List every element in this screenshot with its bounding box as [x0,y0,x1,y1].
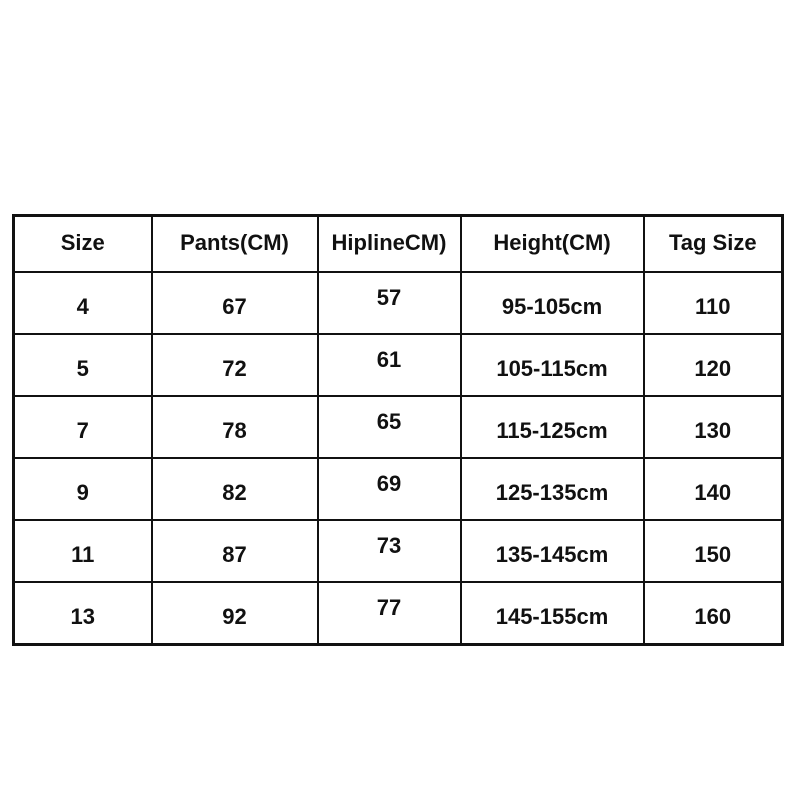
header-row [14,216,783,273]
cell-pants: 87 [152,520,318,582]
cell-hipline: 77 [318,582,461,645]
cell-tag-size: 140 [644,458,783,520]
cell-tag-size: 110 [644,272,783,334]
cell-size: 5 [14,334,152,396]
cell-tag-size: 130 [644,396,783,458]
header-hipline: HiplineCM) [318,216,461,273]
table-row [14,272,783,334]
cell-hipline: 57 [318,272,461,334]
cell-size: 4 [14,272,152,334]
cell-size: 11 [14,520,152,582]
cell-tag-size: 120 [644,334,783,396]
cell-pants: 78 [152,396,318,458]
cell-height: 125-135cm [461,458,644,520]
cell-height: 105-115cm [461,334,644,396]
cell-hipline: 61 [318,334,461,396]
cell-height: 135-145cm [461,520,644,582]
cell-height: 115-125cm [461,396,644,458]
cell-pants: 92 [152,582,318,645]
size-chart-table [12,214,784,646]
cell-hipline: 73 [318,520,461,582]
cell-pants: 67 [152,272,318,334]
cell-tag-size: 160 [644,582,783,645]
cell-hipline: 69 [318,458,461,520]
cell-tag-size: 150 [644,520,783,582]
header-height: Height(CM) [461,216,644,273]
cell-hipline: 65 [318,396,461,458]
table-row [14,458,783,520]
header-size: Size [14,216,152,273]
table-row [14,334,783,396]
header-pants: Pants(CM) [152,216,318,273]
table-row [14,582,783,645]
cell-size: 13 [14,582,152,645]
cell-pants: 82 [152,458,318,520]
cell-size: 7 [14,396,152,458]
cell-size: 9 [14,458,152,520]
table-row [14,396,783,458]
table-row [14,520,783,582]
cell-height: 95-105cm [461,272,644,334]
cell-pants: 72 [152,334,318,396]
cell-height: 145-155cm [461,582,644,645]
header-tag-size: Tag Size [644,216,783,273]
